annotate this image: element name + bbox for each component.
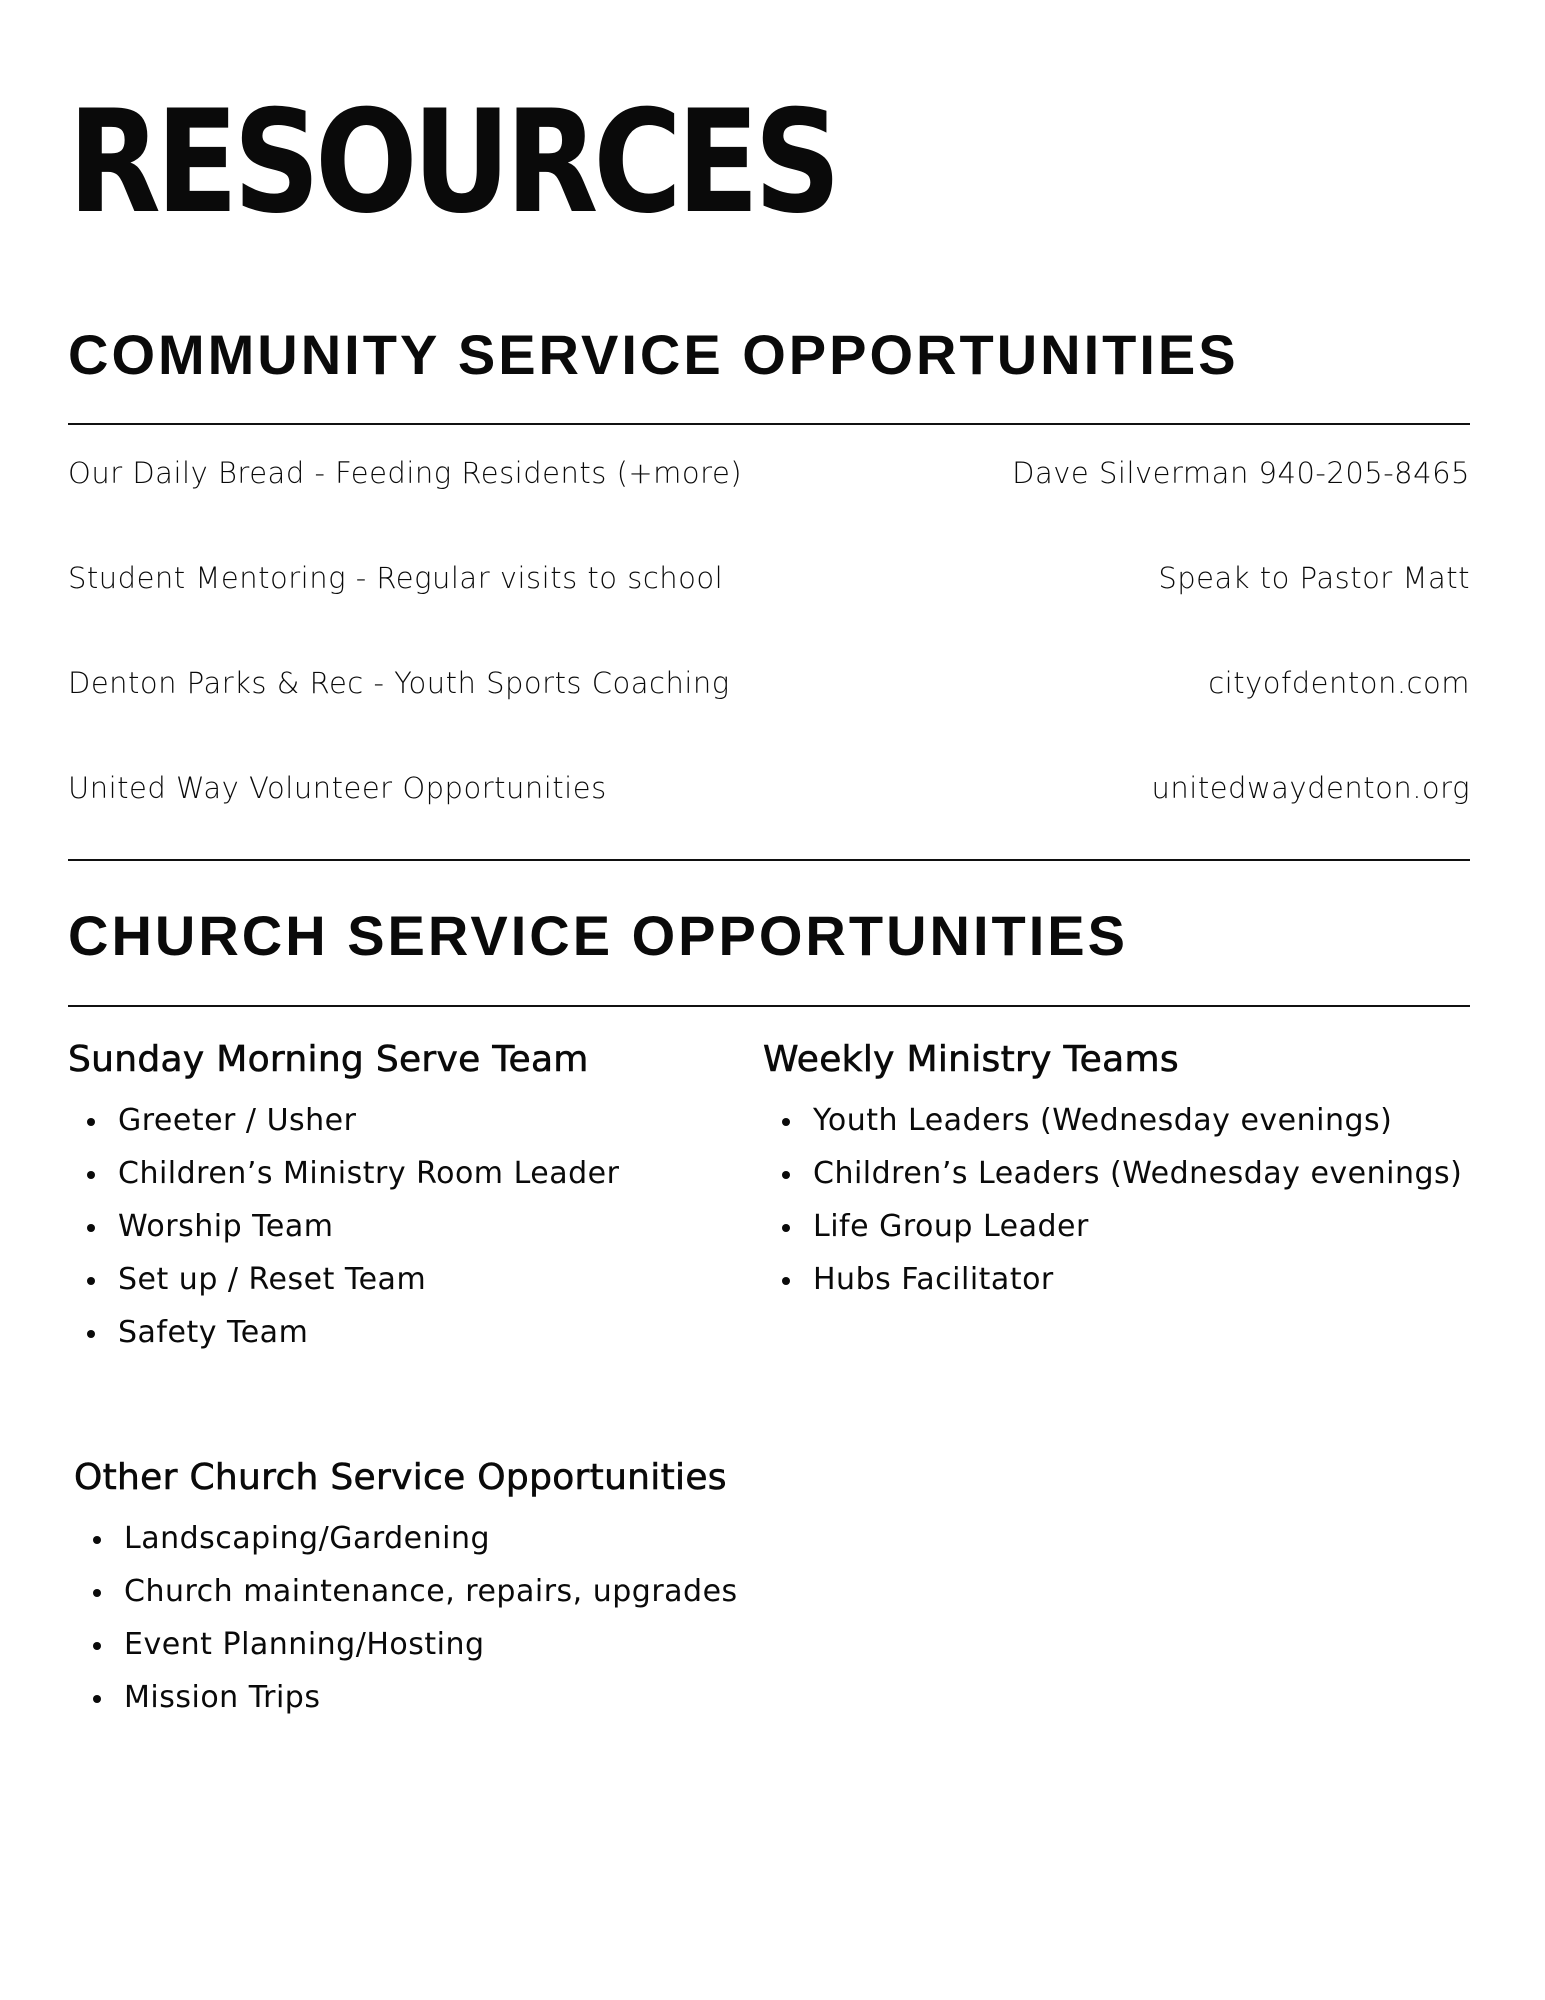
divider	[68, 423, 1470, 425]
weekly-teams-heading: Weekly Ministry Teams	[763, 1039, 1179, 1080]
list-item: Youth Leaders (Wednesday evenings)	[763, 1094, 1462, 1147]
list-item: Set up / Reset Team	[68, 1253, 619, 1306]
list-item: Children’s Leaders (Wednesday evenings)	[763, 1147, 1462, 1200]
other-opportunities-heading: Other Church Service Opportunities	[74, 1457, 727, 1498]
divider	[68, 859, 1470, 861]
community-item-name: Student Mentoring - Regular visits to school	[68, 561, 724, 595]
community-item-name: Our Daily Bread - Feeding Residents (+more)	[68, 456, 743, 490]
sunday-team-heading: Sunday Morning Serve Team	[68, 1039, 589, 1080]
list-item: Mission Trips	[74, 1671, 738, 1724]
list-item: Church maintenance, repairs, upgrades	[74, 1565, 738, 1618]
community-item-name: United Way Volunteer Opportunities	[68, 771, 607, 805]
list-item: Event Planning/Hosting	[74, 1618, 738, 1671]
community-item-contact: unitedwaydenton.org	[1151, 771, 1470, 805]
list-item: Safety Team	[68, 1306, 619, 1359]
weekly-teams-list	[763, 1094, 1462, 1306]
community-item-contact: Speak to Pastor Matt	[1158, 561, 1470, 595]
list-item: Hubs Facilitator	[763, 1253, 1462, 1306]
list-item: Life Group Leader	[763, 1200, 1462, 1253]
list-item: Worship Team	[68, 1200, 619, 1253]
list-item: Greeter / Usher	[68, 1094, 619, 1147]
sunday-team-list	[68, 1094, 619, 1359]
divider	[68, 1005, 1470, 1007]
other-opportunities-list	[74, 1512, 738, 1724]
page-title: RESOURCES	[68, 80, 836, 245]
community-item-name: Denton Parks & Rec - Youth Sports Coaching	[68, 666, 730, 700]
community-heading: COMMUNITY SERVICE OPPORTUNITIES	[68, 323, 1239, 386]
community-item-contact: Dave Silverman 940-205-8465	[1012, 456, 1470, 490]
church-heading: CHURCH SERVICE OPPORTUNITIES	[68, 904, 1128, 967]
list-item: Children’s Ministry Room Leader	[68, 1147, 619, 1200]
community-item-contact: cityofdenton.com	[1208, 666, 1470, 700]
list-item: Landscaping/Gardening	[74, 1512, 738, 1565]
